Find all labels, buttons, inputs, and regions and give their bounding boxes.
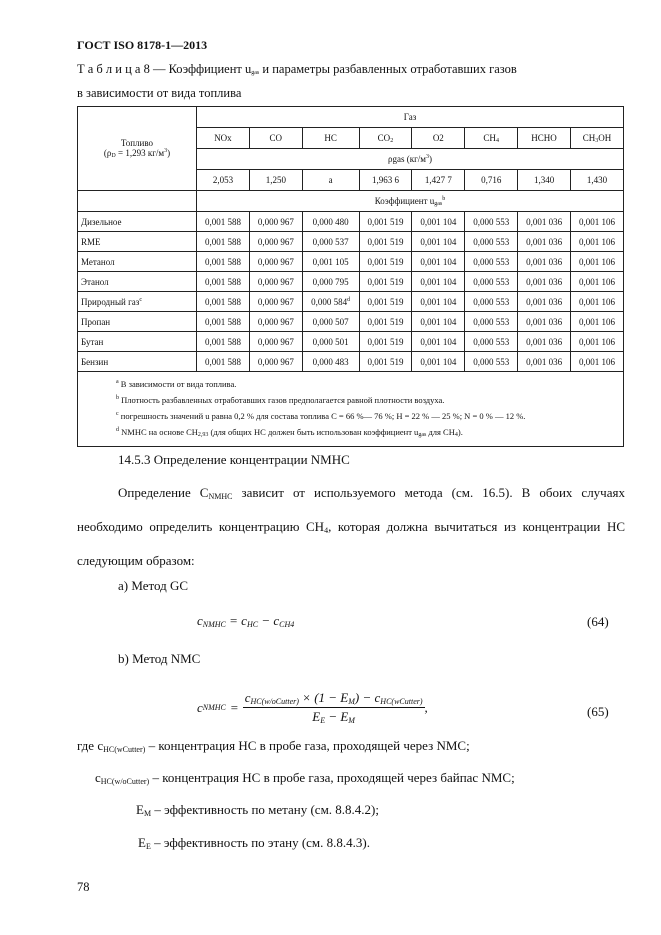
coef-cell: 0,000 967	[249, 272, 302, 292]
gas-name-cell: CO2	[359, 128, 412, 149]
coef-cell: 0,001 519	[359, 272, 412, 292]
coef-cell: 0,001 104	[412, 292, 465, 312]
coef-cell: 0,000 967	[249, 312, 302, 332]
coef-cell: 0,000 537	[302, 232, 359, 252]
fuel-coefficient-table	[77, 106, 624, 447]
table-note: $^c$ погрешность значений u равна 0,2 % для состава топлива С = 66 %— 76 %; Н = 22 % — 25 %; N = 0 % — 12 %.	[116, 411, 526, 421]
table-caption: Т а б л и ц а 8 — Коэффициент ugas и параметры разбавленных отработавших газов	[77, 62, 517, 76]
fuel-name-cell: Природный газ$^c$	[78, 292, 197, 312]
coef-cell: 0,001 519	[359, 352, 412, 372]
equation-number-64: (64)	[587, 614, 609, 629]
coef-cell: 0,001 519	[359, 252, 412, 272]
where-line-2: cHC(w/oCutter) – концентрация НС в пробе газа, проходящей через байпас NMC;	[95, 770, 515, 786]
fuel-name-cell: Бутан	[78, 332, 197, 352]
coef-cell: 0,001 519	[359, 332, 412, 352]
density-label-cell: ρgas $(кг/м^3)$	[197, 149, 624, 170]
fuel-name-cell: Бензин	[78, 352, 197, 372]
coef-cell: 0,001 588	[197, 312, 250, 332]
coef-cell: 0,000 553	[465, 212, 518, 232]
table-notes	[78, 372, 624, 447]
coef-cell: 0,001 588	[197, 352, 250, 372]
coef-cell: 0,001 104	[412, 232, 465, 252]
coef-cell: 0,001 104	[412, 212, 465, 232]
coef-label-cell: Коэффициент ugas$^b$	[197, 191, 624, 212]
coef-cell: 0,000 584$^d$	[302, 292, 359, 312]
body-paragraph: Определение CNMHC зависит от используемого метода (см. 16.5). В обоих случаях необходимо определить концентрацию CH4, которая должна вычитаться из концентрации НС следующим образом:	[77, 485, 625, 568]
fraction-denominator: EE − EM	[312, 709, 355, 725]
page-number: 78	[77, 880, 90, 894]
coef-cell: 0,001 106	[571, 292, 624, 312]
table-row	[78, 232, 624, 252]
method-a-label: a) Метод GC	[118, 578, 189, 593]
fuel-name-cell: Этанол	[78, 272, 197, 292]
gas-name-cell: O2	[412, 128, 465, 149]
fuel-name-cell: Дизельное	[78, 212, 197, 232]
coef-cell: 0,000 483	[302, 352, 359, 372]
fuel-name-cell: RME	[78, 232, 197, 252]
coef-cell: 0,001 105	[302, 252, 359, 272]
density-cell: 0,716	[465, 170, 518, 191]
gas-name-cell: HC	[302, 128, 359, 149]
table-row	[78, 292, 624, 312]
coef-cell: 0,001 036	[518, 212, 571, 232]
coef-cell: 0,001 106	[571, 252, 624, 272]
coef-cell: 0,000 795	[302, 272, 359, 292]
coef-cell: 0,001 036	[518, 292, 571, 312]
coef-cell: 0,001 036	[518, 272, 571, 292]
coef-cell: 0,001 036	[518, 332, 571, 352]
coef-cell: 0,000 501	[302, 332, 359, 352]
coef-cell: 0,001 036	[518, 232, 571, 252]
coef-cell: 0,001 104	[412, 272, 465, 292]
density-cell: 1,963 6	[359, 170, 412, 191]
coef-cell: 0,000 553	[465, 232, 518, 252]
table-row	[78, 252, 624, 272]
coef-cell: 0,000 553	[465, 332, 518, 352]
formula-65: c NMHC = cHC(w/oCutter) × (1 − EM) − cHC(wCutter) EE − EM ,	[197, 690, 428, 725]
density-cell: 1,250	[249, 170, 302, 191]
gas-name-cell: CO	[249, 128, 302, 149]
gas-name-cell: NOx	[197, 128, 250, 149]
fuel-header-cell: Топливо (ρD = 1,293 $кг/м^3$)	[78, 107, 197, 191]
coef-cell: 0,001 036	[518, 252, 571, 272]
coef-cell: 0,001 588	[197, 272, 250, 292]
density-cell: 1,430	[571, 170, 624, 191]
coef-cell: 0,000 480	[302, 212, 359, 232]
coef-cell: 0,001 106	[571, 312, 624, 332]
gas-name-cell: CH4	[465, 128, 518, 149]
density-cell: 2,053	[197, 170, 250, 191]
coef-cell: 0,000 967	[249, 212, 302, 232]
coef-cell: 0,000 967	[249, 292, 302, 312]
coef-cell: 0,000 967	[249, 332, 302, 352]
coef-cell: 0,001 106	[571, 232, 624, 252]
coef-cell: 0,001 588	[197, 232, 250, 252]
table-row	[78, 312, 624, 332]
equation-number-65: (65)	[587, 704, 609, 719]
coef-cell: 0,001 104	[412, 332, 465, 352]
document-header: ГОСТ ISO 8178-1—2013	[77, 38, 208, 52]
table-row	[78, 212, 624, 232]
fuel-name-cell: Метанол	[78, 252, 197, 272]
table-row	[78, 332, 624, 352]
coef-cell: 0,001 519	[359, 292, 412, 312]
coef-cell: 0,000 553	[465, 352, 518, 372]
coef-cell: 0,000 553	[465, 272, 518, 292]
method-b-label: b) Метод NMC	[118, 651, 201, 666]
coef-cell: 0,000 967	[249, 252, 302, 272]
formula-64: cNMHC = cHC − cCH4	[197, 613, 295, 629]
coef-cell: 0,000 967	[249, 232, 302, 252]
density-cell: 1,340	[518, 170, 571, 191]
table-note: $^d$ NMHC на основе CH2,93 (для общих НС должен быть использован коэффициент ugas для CH4).	[116, 427, 463, 438]
coef-cell: 0,001 036	[518, 352, 571, 372]
coef-cell: 0,001 036	[518, 312, 571, 332]
coef-cell: 0,001 519	[359, 212, 412, 232]
coef-cell: 0,001 588	[197, 252, 250, 272]
table-row	[78, 272, 624, 292]
fraction-numerator: cHC(w/oCutter) × (1 − EM) − cHC(wCutter)	[244, 690, 423, 706]
where-line-1: где cHC(wCutter) – концентрация НС в пробе газа, проходящей через NMC;	[77, 738, 470, 754]
where-line-4: EE – эффективность по этану (см. 8.8.4.3).	[138, 835, 370, 851]
coef-cell: 0,001 104	[412, 352, 465, 372]
coef-cell: 0,001 106	[571, 212, 624, 232]
coef-cell: 0,001 106	[571, 332, 624, 352]
coef-cell: 0,001 104	[412, 252, 465, 272]
fraction	[243, 690, 425, 725]
where-line-3: EM – эффективность по метану (см. 8.8.4.2);	[136, 802, 379, 818]
gas-header-cell: Газ	[197, 107, 624, 128]
table-row	[78, 352, 624, 372]
coef-cell: 0,001 519	[359, 312, 412, 332]
table-note: $^b$ Плотность разбавленных отработавших газов предполагается равной плотности воздуха.	[116, 395, 445, 405]
coef-cell: 0,001 106	[571, 272, 624, 292]
coef-cell: 0,001 106	[571, 352, 624, 372]
coef-cell: 0,000 553	[465, 252, 518, 272]
coef-cell: 0,000 507	[302, 312, 359, 332]
gas-name-cell: HCHO	[518, 128, 571, 149]
coef-cell: 0,000 553	[465, 292, 518, 312]
fuel-name-cell: Пропан	[78, 312, 197, 332]
coef-cell: 0,001 104	[412, 312, 465, 332]
coef-cell: 0,000 967	[249, 352, 302, 372]
coef-cell: 0,001 588	[197, 212, 250, 232]
density-cell: 1,427 7	[412, 170, 465, 191]
density-cell: a	[302, 170, 359, 191]
coef-cell: 0,000 553	[465, 312, 518, 332]
gas-name-cell: CH3OH	[571, 128, 624, 149]
coef-cell: 0,001 588	[197, 292, 250, 312]
table-caption-line2: в зависимости от вида топлива	[77, 86, 242, 100]
coef-cell: 0,001 519	[359, 232, 412, 252]
coef-cell: 0,001 588	[197, 332, 250, 352]
section-title: 14.5.3 Определение концентрации NMHC	[118, 452, 350, 467]
table-note: $^a$ В зависимости от вида топлива.	[116, 379, 237, 389]
